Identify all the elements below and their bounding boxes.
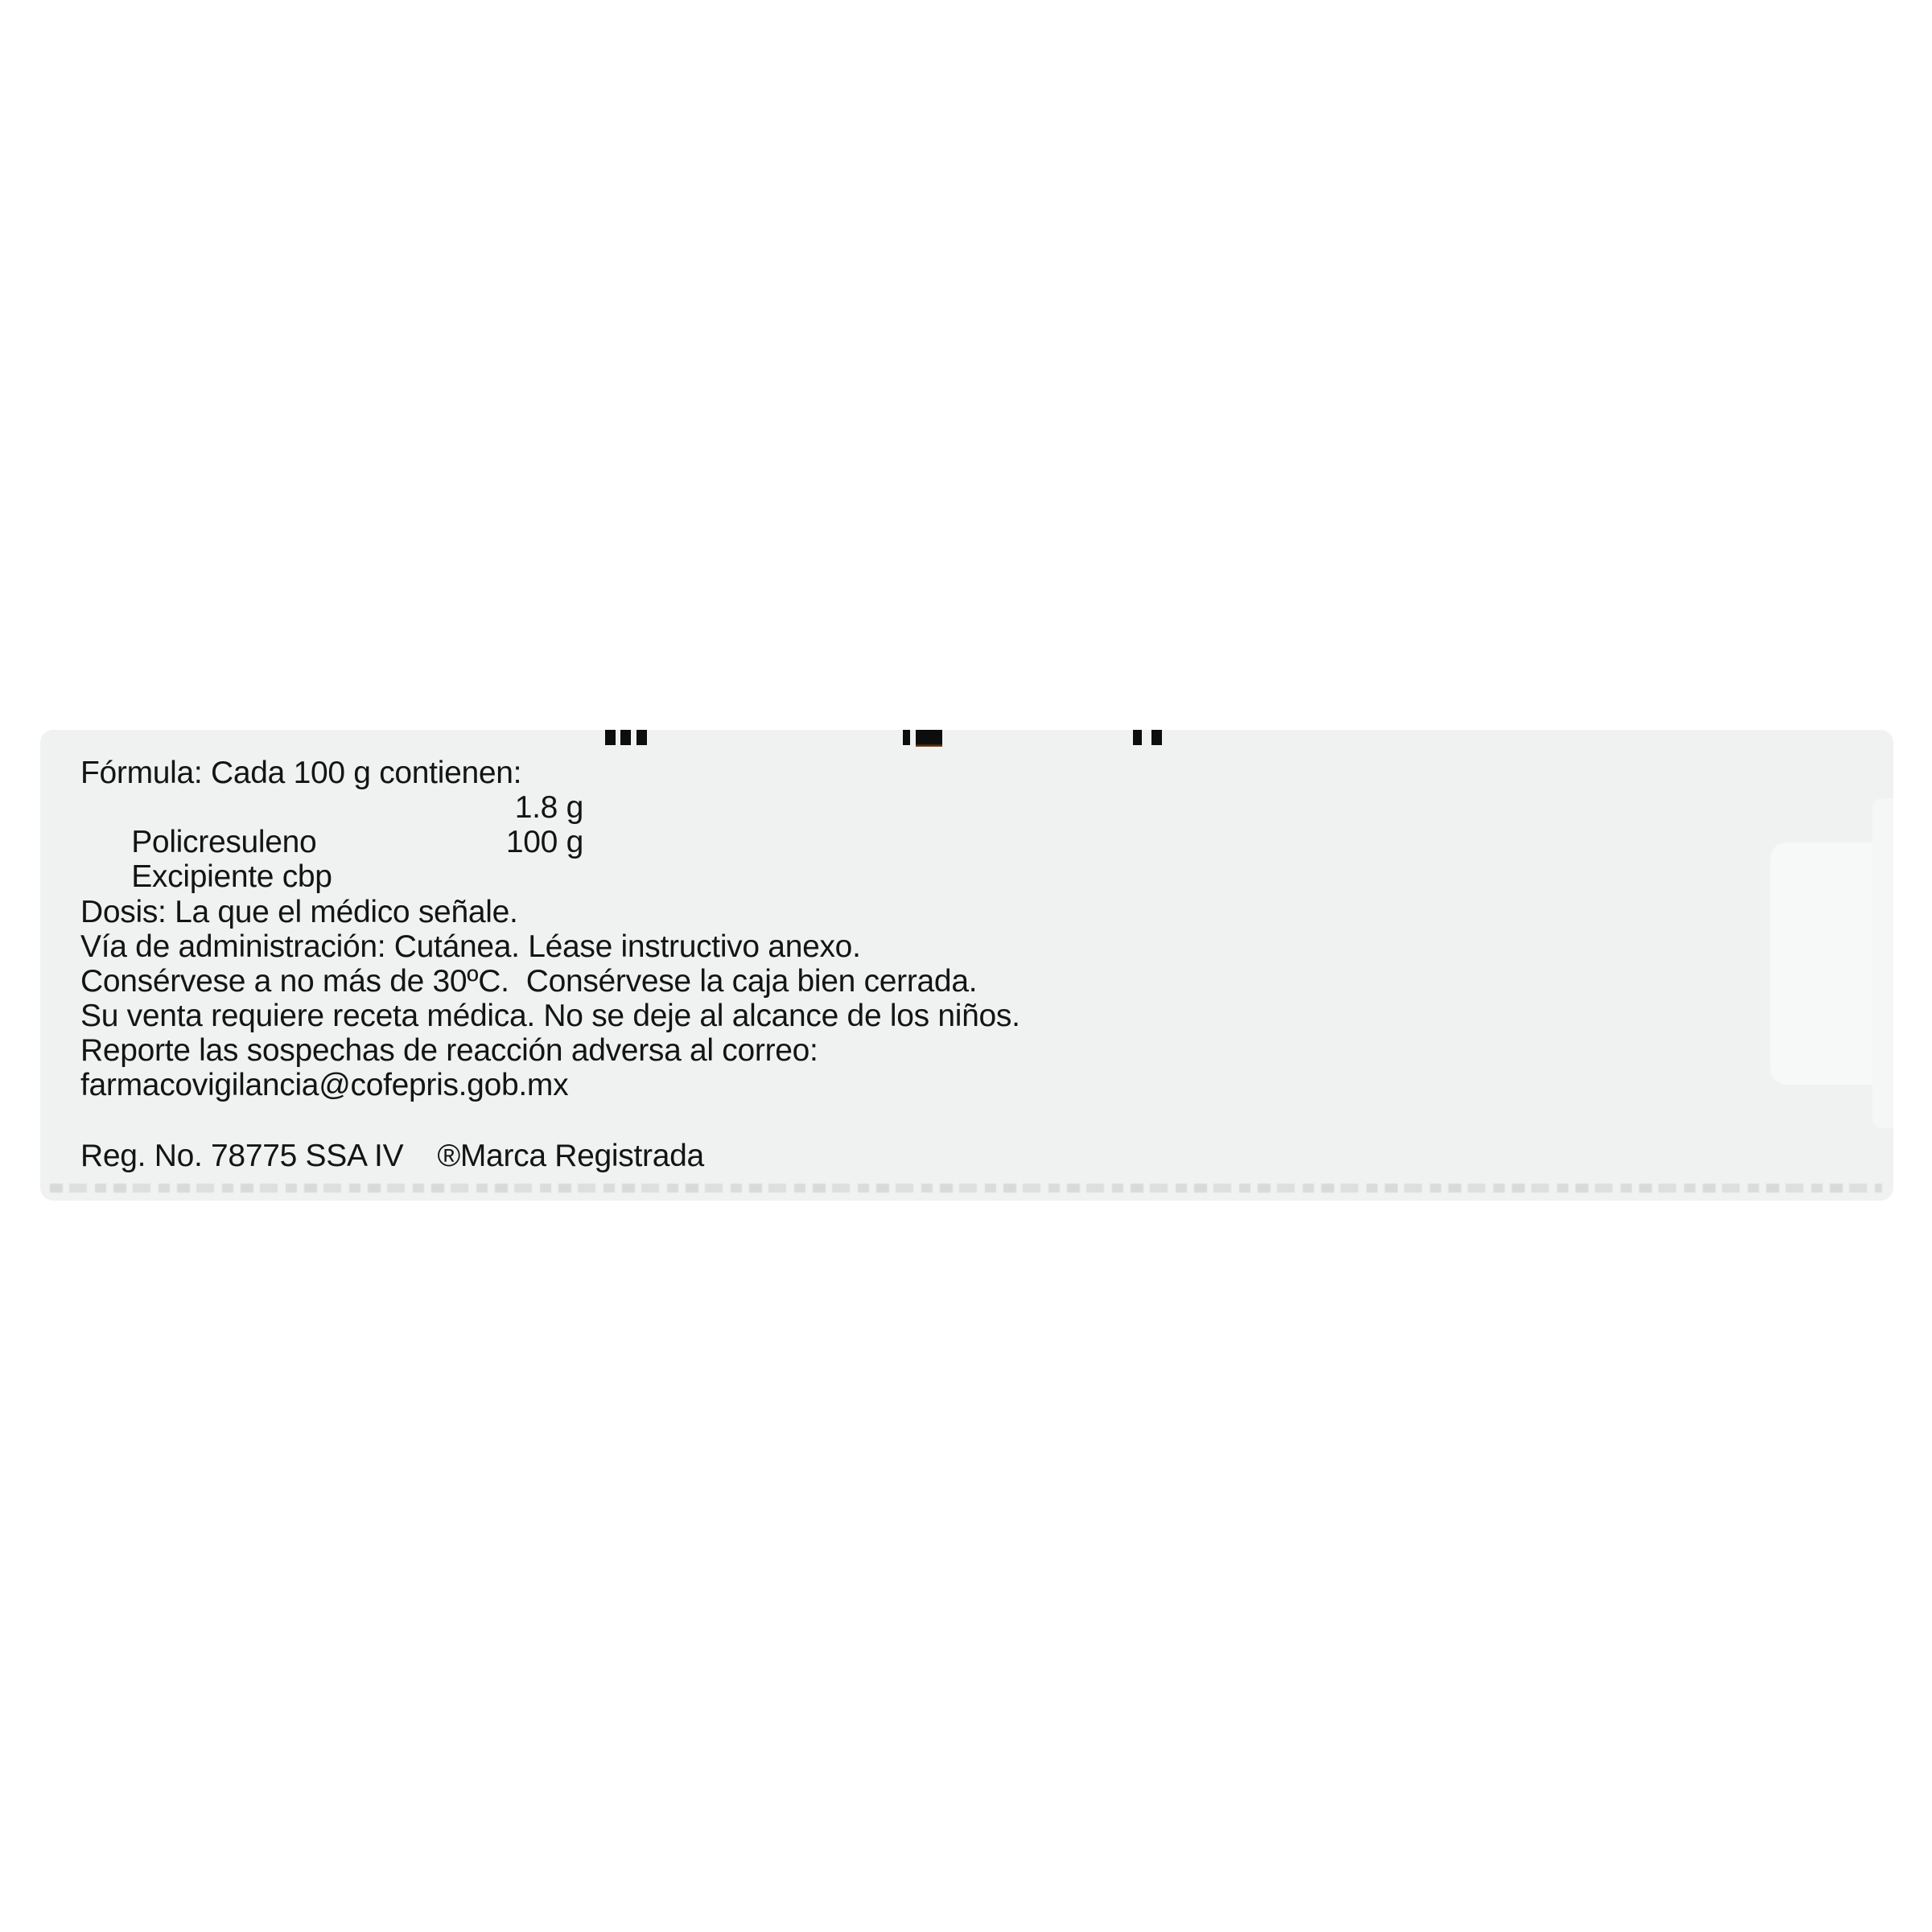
sale-warning-text: Su venta requiere receta médica. No se deje al alcance de los niños. bbox=[80, 999, 1020, 1033]
administration-route-text: Vía de administración: Cutánea. Léase instructivo anexo. bbox=[80, 929, 861, 964]
adverse-reaction-report-text: Reporte las sospechas de reacción adversa al correo: bbox=[80, 1033, 818, 1068]
ingredient-name: Excipiente cbp bbox=[131, 859, 332, 894]
cutoff-print-mark bbox=[620, 730, 631, 745]
cutoff-print-mark bbox=[1133, 730, 1142, 745]
micro-print-strip bbox=[50, 1184, 1882, 1193]
registration-number-text: Reg. No. 78775 SSA IV ®Marca Registrada bbox=[80, 1139, 704, 1173]
dose-text: Dosis: La que el médico señale. bbox=[80, 895, 518, 929]
cutoff-print-mark bbox=[916, 730, 942, 747]
ingredient-amount: 1.8 g bbox=[514, 790, 583, 825]
ingredient-amount: 100 g bbox=[505, 825, 583, 859]
pharmacovigilance-email: farmacovigilancia@cofepris.gob.mx bbox=[80, 1068, 569, 1102]
cutoff-print-mark bbox=[1151, 730, 1162, 745]
ingredient-row bbox=[80, 825, 966, 894]
cutoff-print-mark bbox=[605, 730, 616, 745]
sticker-area bbox=[1770, 842, 1893, 1085]
product-label-panel bbox=[40, 730, 1893, 1201]
formula-title: Fórmula: Cada 100 g contienen: bbox=[80, 756, 522, 790]
ingredient-name: Policresuleno bbox=[131, 825, 317, 859]
cutoff-print-mark bbox=[636, 730, 647, 745]
storage-instructions-text: Consérvese a no más de 30ºC. Consérvese la caja bien cerrada. bbox=[80, 964, 978, 999]
cutoff-print-mark bbox=[903, 730, 910, 745]
